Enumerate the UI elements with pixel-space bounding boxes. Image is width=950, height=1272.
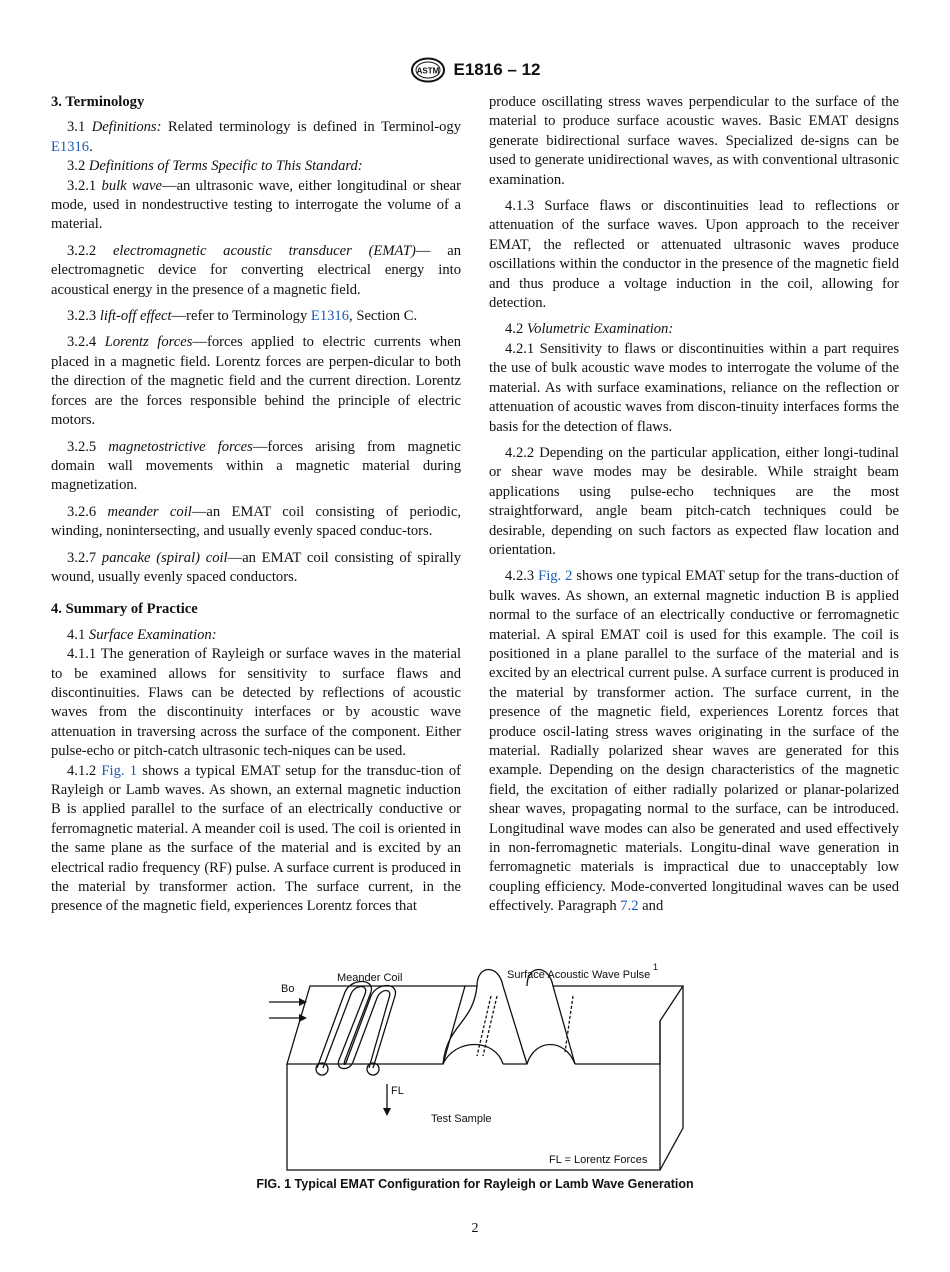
ref-e1316-link[interactable]: E1316	[310, 308, 350, 325]
para-3-2-3: 3.2.3 lift-off effect—refer to Terminology E1316, Section C.	[67, 308, 418, 325]
para-3-2-1: 3.2.1 bulk wave—an ultrasonic wave, either longitudinal or shear mode, used in nondestructive testing to interrogate the volume of a material.	[51, 177, 461, 233]
para-4-1-1: 4.1.1 The generation of Rayleigh or surface waves in the material to be examined allows for sensitivity to surface flaws and discontinuities. Flaws can be detected by reflections of acoustic waves from the discontinuity interfaces or by acoustic wave attenuation in traversing across the surface of the component. Either pulse-echo or pitch-catch ultrasonic tech-niques can be used.	[51, 646, 461, 760]
para-4-2-1: 4.2.1 Sensitivity to flaws or discontinuities within a part requires the use of bulk acoustic wave modes to interrogate the volume of the material. As with surface examinations, reliance on the reflection or attenuation of acoustic waves from discon-tinuity interfaces forms the basis for the detection of flaws.	[489, 340, 899, 435]
section-3-title: 3. Terminology	[51, 94, 145, 110]
paragraph-7-2-link[interactable]: 7.2	[620, 898, 639, 915]
wave-crest-left	[443, 986, 477, 1064]
para-3-2: 3.2 Definitions of Terms Specific to This Standard:	[67, 158, 363, 175]
sample-block-outline	[287, 1021, 660, 1170]
figure-1-emat-diagram	[265, 956, 695, 1176]
label-bo: Bo	[281, 983, 295, 995]
para-4-1: 4.1 Surface Examination:	[67, 626, 217, 643]
para-3-2-5: 3.2.5 magnetostrictive forces—forces arising from magnetic domain wall movements within a magnetic material during magnetization.	[51, 438, 461, 494]
section-4-title: 4. Summary of Practice	[51, 601, 198, 618]
page-number: 2	[471, 1221, 479, 1236]
page-header	[0, 56, 950, 84]
para-4-2: 4.2 Volumetric Examination:	[505, 321, 674, 338]
para-3-2-6: 3.2.6 meander coil—an EMAT coil consisting of periodic, winding, nonintersecting, and usually evenly spaced conduc-tors.	[51, 503, 461, 540]
astm-logo-icon	[410, 57, 446, 83]
label-meander-coil: Meander Coil	[337, 972, 403, 984]
coil-terminal-right	[367, 1063, 379, 1075]
para-3-1: 3.1 Definitions: Related terminology is defined in Terminol-ogy E1316.	[51, 119, 462, 155]
wave-trough-front	[443, 1045, 503, 1065]
para-4-2-3: 4.2.3 Fig. 2 shows one typical EMAT setup for the trans-duction of bulk waves. As shown, an external magnetic induction B is applied normal to the surface of an electrically conductive or ferromagnetic material. A spiral EMAT coil is used for this example. The coil is positioned in a plane parallel to the surface of the material and is excited by an electrical current pulse. A surface current is produced in the material by transformer action. The surface current, in the presence of the magnetic field, experiences Lorentz forces that produce oscil-lating stress waves originating in the surface of the material. Radially polarized shear waves are generated for this example. Depending on the design characteristics of the magnetic field, the excitation of either radially polarized or planar-polarized shear waves, propagating normal to the surface, can be introduced. Longitudinal wave modes can also be generated and used effectively in non-ferromagnetic materials. Longitu-dinal wave generation in ferromagnetic materials is impractical due to unacceptably low coupling efficiency. Mode-converted longitudinal waves can be used effectively. Paragraph 7.2 and	[489, 568, 900, 915]
label-superscript: 1	[653, 962, 659, 972]
svg-text:ASTM: ASTM	[416, 66, 439, 76]
para-3-2-4: 3.2.4 Lorentz forces—forces applied to electric currents when placed in a magnetic field. Lorentz forces are perpen-dicular to both the direction of the magnetic field and the current direction. Lorentz forces are the forces responsible behind the principle of electric motors.	[51, 334, 461, 429]
fl-arrowhead	[383, 1108, 391, 1116]
right-column	[489, 93, 899, 917]
para-4-2-2: 4.2.2 Depending on the particular application, either longi-tudinal or shear wave modes may be desirable. While straight beam applications using pulse-echo techniques are the most straightforward, angle beam pitch-catch techniques could be desirable, depending on such factors as expected flaw location and orientation.	[489, 444, 899, 558]
fig-1-link[interactable]: Fig. 1	[101, 762, 138, 779]
coil-terminal-left	[316, 1063, 328, 1075]
fig-2-link[interactable]: Fig. 2	[538, 568, 573, 585]
label-legend: FL = Lorentz Forces	[549, 1154, 648, 1166]
sample-top-left-surface	[287, 986, 465, 1064]
label-surface-wave-pulse: Surface Acoustic Wave Pulse	[507, 969, 651, 981]
label-fl: FL	[391, 1085, 404, 1097]
para-3-2-7: 3.2.7 pancake (spiral) coil—an EMAT coil consisting of spirally wound, usually evenly spaced conductors.	[51, 549, 461, 585]
figure-1-caption: FIG. 1 Typical EMAT Configuration for Rayleigh or Lamb Wave Generation	[256, 1177, 694, 1191]
label-test-sample: Test Sample	[431, 1113, 492, 1125]
document-id: E1816 – 12	[453, 60, 541, 79]
meander-coil	[317, 982, 395, 1069]
sample-right-face	[660, 986, 683, 1170]
wave-dash-2	[483, 996, 497, 1056]
bo-arrowhead-2	[299, 1014, 307, 1022]
wave-crest-2	[527, 970, 575, 1065]
ref-e1316-link[interactable]: E1316	[51, 138, 90, 155]
para-4-1-3: 4.1.3 Surface flaws or discontinuities lead to reflections or attenuation of the surface waves. Upon approach to the receiver EMAT, the reflected or attenuated ultrasonic waves produce oscillations within the conductor in the presence of the magnetic field and thus produce a voltage induction in the coil, allowing for detection.	[489, 198, 899, 312]
para-4-1-2-continued: produce oscillating stress waves perpendicular to the surface of the material to produce surface acoustic waves. Basic EMAT designs generate bidirectional surface waves. Specialized de-signs can be used to generate unidirectional waves, as with conventional ultrasonic examination.	[489, 94, 899, 188]
para-4-1-2: 4.1.2 Fig. 1 shows a typical EMAT setup for the transduc-tion of Rayleigh or Lamb waves. As shown, an external magnetic induction B is applied parallel to the surface of an electrically conductive or ferromagnetic material. A meander coil is used. The coil is oriented in the same plane as the surface of the material and is excited by an electrical radio frequency (RF) pulse. A surface current is produced in the material by transformer action. The surface current, in the presence of the magnetic field, experiences Lorentz forces that	[51, 762, 462, 915]
para-3-2-2: 3.2.2 electromagnetic acoustic transducer (EMAT)— an electromagnetic device for converting electrical energy into acoustical energy in the presence of a magnetic field.	[51, 242, 461, 298]
wave-trough-2	[503, 1045, 575, 1065]
left-column	[51, 93, 461, 917]
